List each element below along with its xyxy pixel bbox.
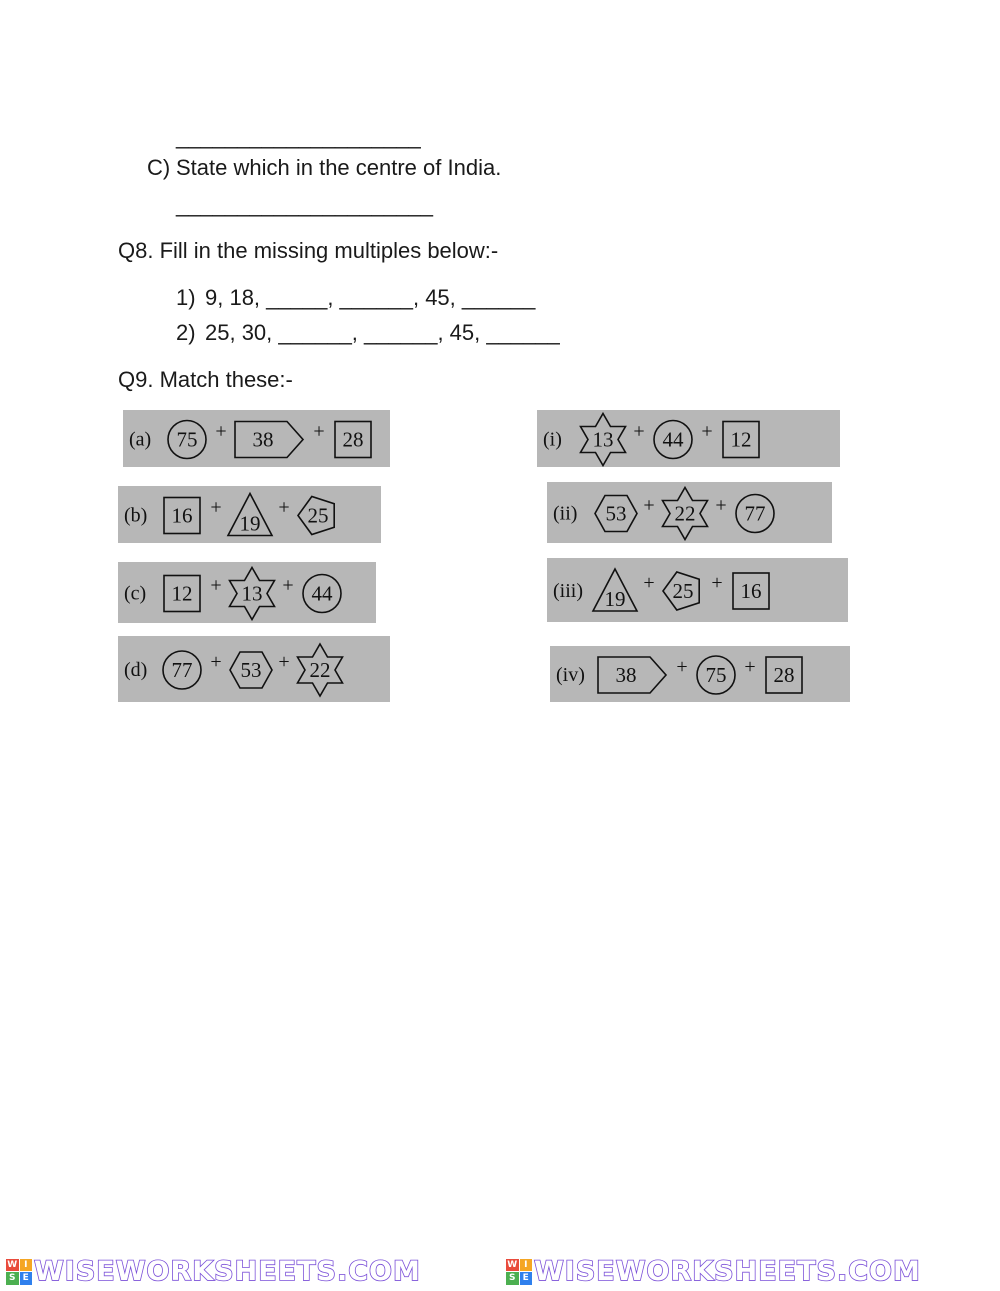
logo-letter: S [506,1272,519,1285]
plus-sign: + [633,420,645,443]
expression-graphic [118,636,390,702]
match-left-b [118,486,381,543]
square-shape [733,573,769,609]
circle-shape [303,575,341,613]
match-right-iv [550,646,850,702]
circle-shape [736,495,774,533]
expression-graphic [550,646,850,702]
match-label: (d) [124,659,148,681]
q8-item-2-text: 25, 30, ______, ______, 45, ______ [205,320,560,345]
square-shape [335,422,371,458]
footer-brand-bar [0,1252,1000,1291]
plus-sign: + [282,574,294,597]
match-left-a [123,410,390,467]
match-label: (ii) [553,502,578,525]
shape-value: 25 [307,503,329,528]
star-shape [230,568,275,620]
brand-text: WISEWORKSHEETS.COM [34,1256,421,1287]
arrow-pentagon-shape [235,422,303,458]
shape-value: 77 [171,658,193,682]
shape-value: 77 [744,501,766,526]
circle-shape [654,421,692,459]
plus-sign: + [676,656,688,678]
expression-graphic [123,410,390,467]
answer-line-c: _____________________ [176,192,433,217]
shape-value: 75 [705,663,727,687]
match-left-d [118,636,390,702]
logo-letter: W [7,1259,18,1270]
q8-item-1-text: 9, 18, _____, ______, 45, ______ [205,285,536,310]
brand-logo-icon [506,1259,532,1285]
hexagon-shape [595,496,637,532]
shape-value: 16 [740,579,762,603]
logo-letter: S [6,1272,19,1285]
answer-line-top: ____________________ [176,124,421,149]
plus-sign: + [744,656,756,678]
square-shape [164,498,200,534]
expression-graphic [537,410,840,467]
match-left-c [118,562,376,623]
shape-value: 44 [662,427,684,452]
q8-title: Q8. Fill in the missing multiples below:- [118,238,499,263]
expression-graphic [118,562,376,623]
question-c-text: State which in the centre of India. [176,155,502,180]
plus-sign: + [210,496,222,519]
shape-value: 12 [730,427,752,452]
circle-shape [697,656,735,694]
shape-value: 25 [672,579,694,603]
pentagon-shape [663,572,699,610]
shape-value: 28 [342,427,364,452]
plus-sign: + [643,572,655,594]
plus-sign: + [643,494,655,517]
shape-value: 53 [605,501,627,526]
plus-sign: + [278,496,290,519]
match-label: (b) [124,504,148,527]
plus-sign: + [313,420,325,443]
shape-value: 75 [176,427,198,452]
star-shape [298,644,343,696]
star-shape [581,414,626,466]
q8-item-2-number: 2) [176,320,196,345]
plus-sign: + [278,651,290,673]
shape-value: 38 [252,427,274,452]
shape-value: 44 [311,581,333,606]
shape-value: 22 [309,658,331,682]
shape-value: 12 [171,581,193,606]
shape-value: 13 [592,427,614,452]
shape-value: 19 [604,587,626,611]
match-label: (iii) [553,580,583,602]
logo-letter: W [507,1259,518,1270]
q9-title: Q9. Match these:- [118,367,293,392]
pentagon-shape [298,497,334,535]
logo-letter: E [20,1272,33,1285]
match-right-i [537,410,840,467]
match-label: (c) [124,582,147,605]
brand-left [0,1256,500,1287]
triangle-shape [593,569,637,611]
square-shape [164,576,200,612]
star-shape [663,488,708,540]
shape-value: 13 [241,581,263,606]
question-c-marker: C) [147,155,171,180]
circle-shape [168,421,206,459]
brand-right [500,1256,1000,1287]
arrow-pentagon-shape [598,657,666,693]
triangle-shape [228,494,272,536]
brand-text: WISEWORKSHEETS.COM [534,1256,921,1287]
square-shape [723,422,759,458]
match-label: (i) [543,428,562,451]
shape-value: 53 [240,658,262,682]
q8-item-1-number: 1) [176,285,196,310]
expression-graphic [547,482,832,543]
square-shape [766,657,802,693]
expression-graphic [118,486,381,543]
logo-letter: I [520,1259,533,1272]
plus-sign: + [210,651,222,673]
match-right-iii [547,558,848,622]
match-label: (a) [129,428,152,451]
plus-sign: + [711,572,723,594]
plus-sign: + [210,574,222,597]
logo-letter: I [20,1259,33,1272]
plus-sign: + [715,494,727,517]
match-right-ii [547,482,832,543]
shape-value: 38 [615,663,637,687]
shape-value: 16 [171,503,193,528]
brand-logo-icon [6,1259,32,1285]
expression-graphic [547,558,848,622]
shape-value: 22 [674,501,696,526]
shape-value: 28 [773,663,795,687]
hexagon-shape [230,652,272,688]
circle-shape [163,651,201,689]
plus-sign: + [215,420,227,443]
logo-letter: E [520,1272,533,1285]
match-label: (iv) [556,664,585,686]
shape-value: 19 [239,511,261,536]
plus-sign: + [701,420,713,443]
